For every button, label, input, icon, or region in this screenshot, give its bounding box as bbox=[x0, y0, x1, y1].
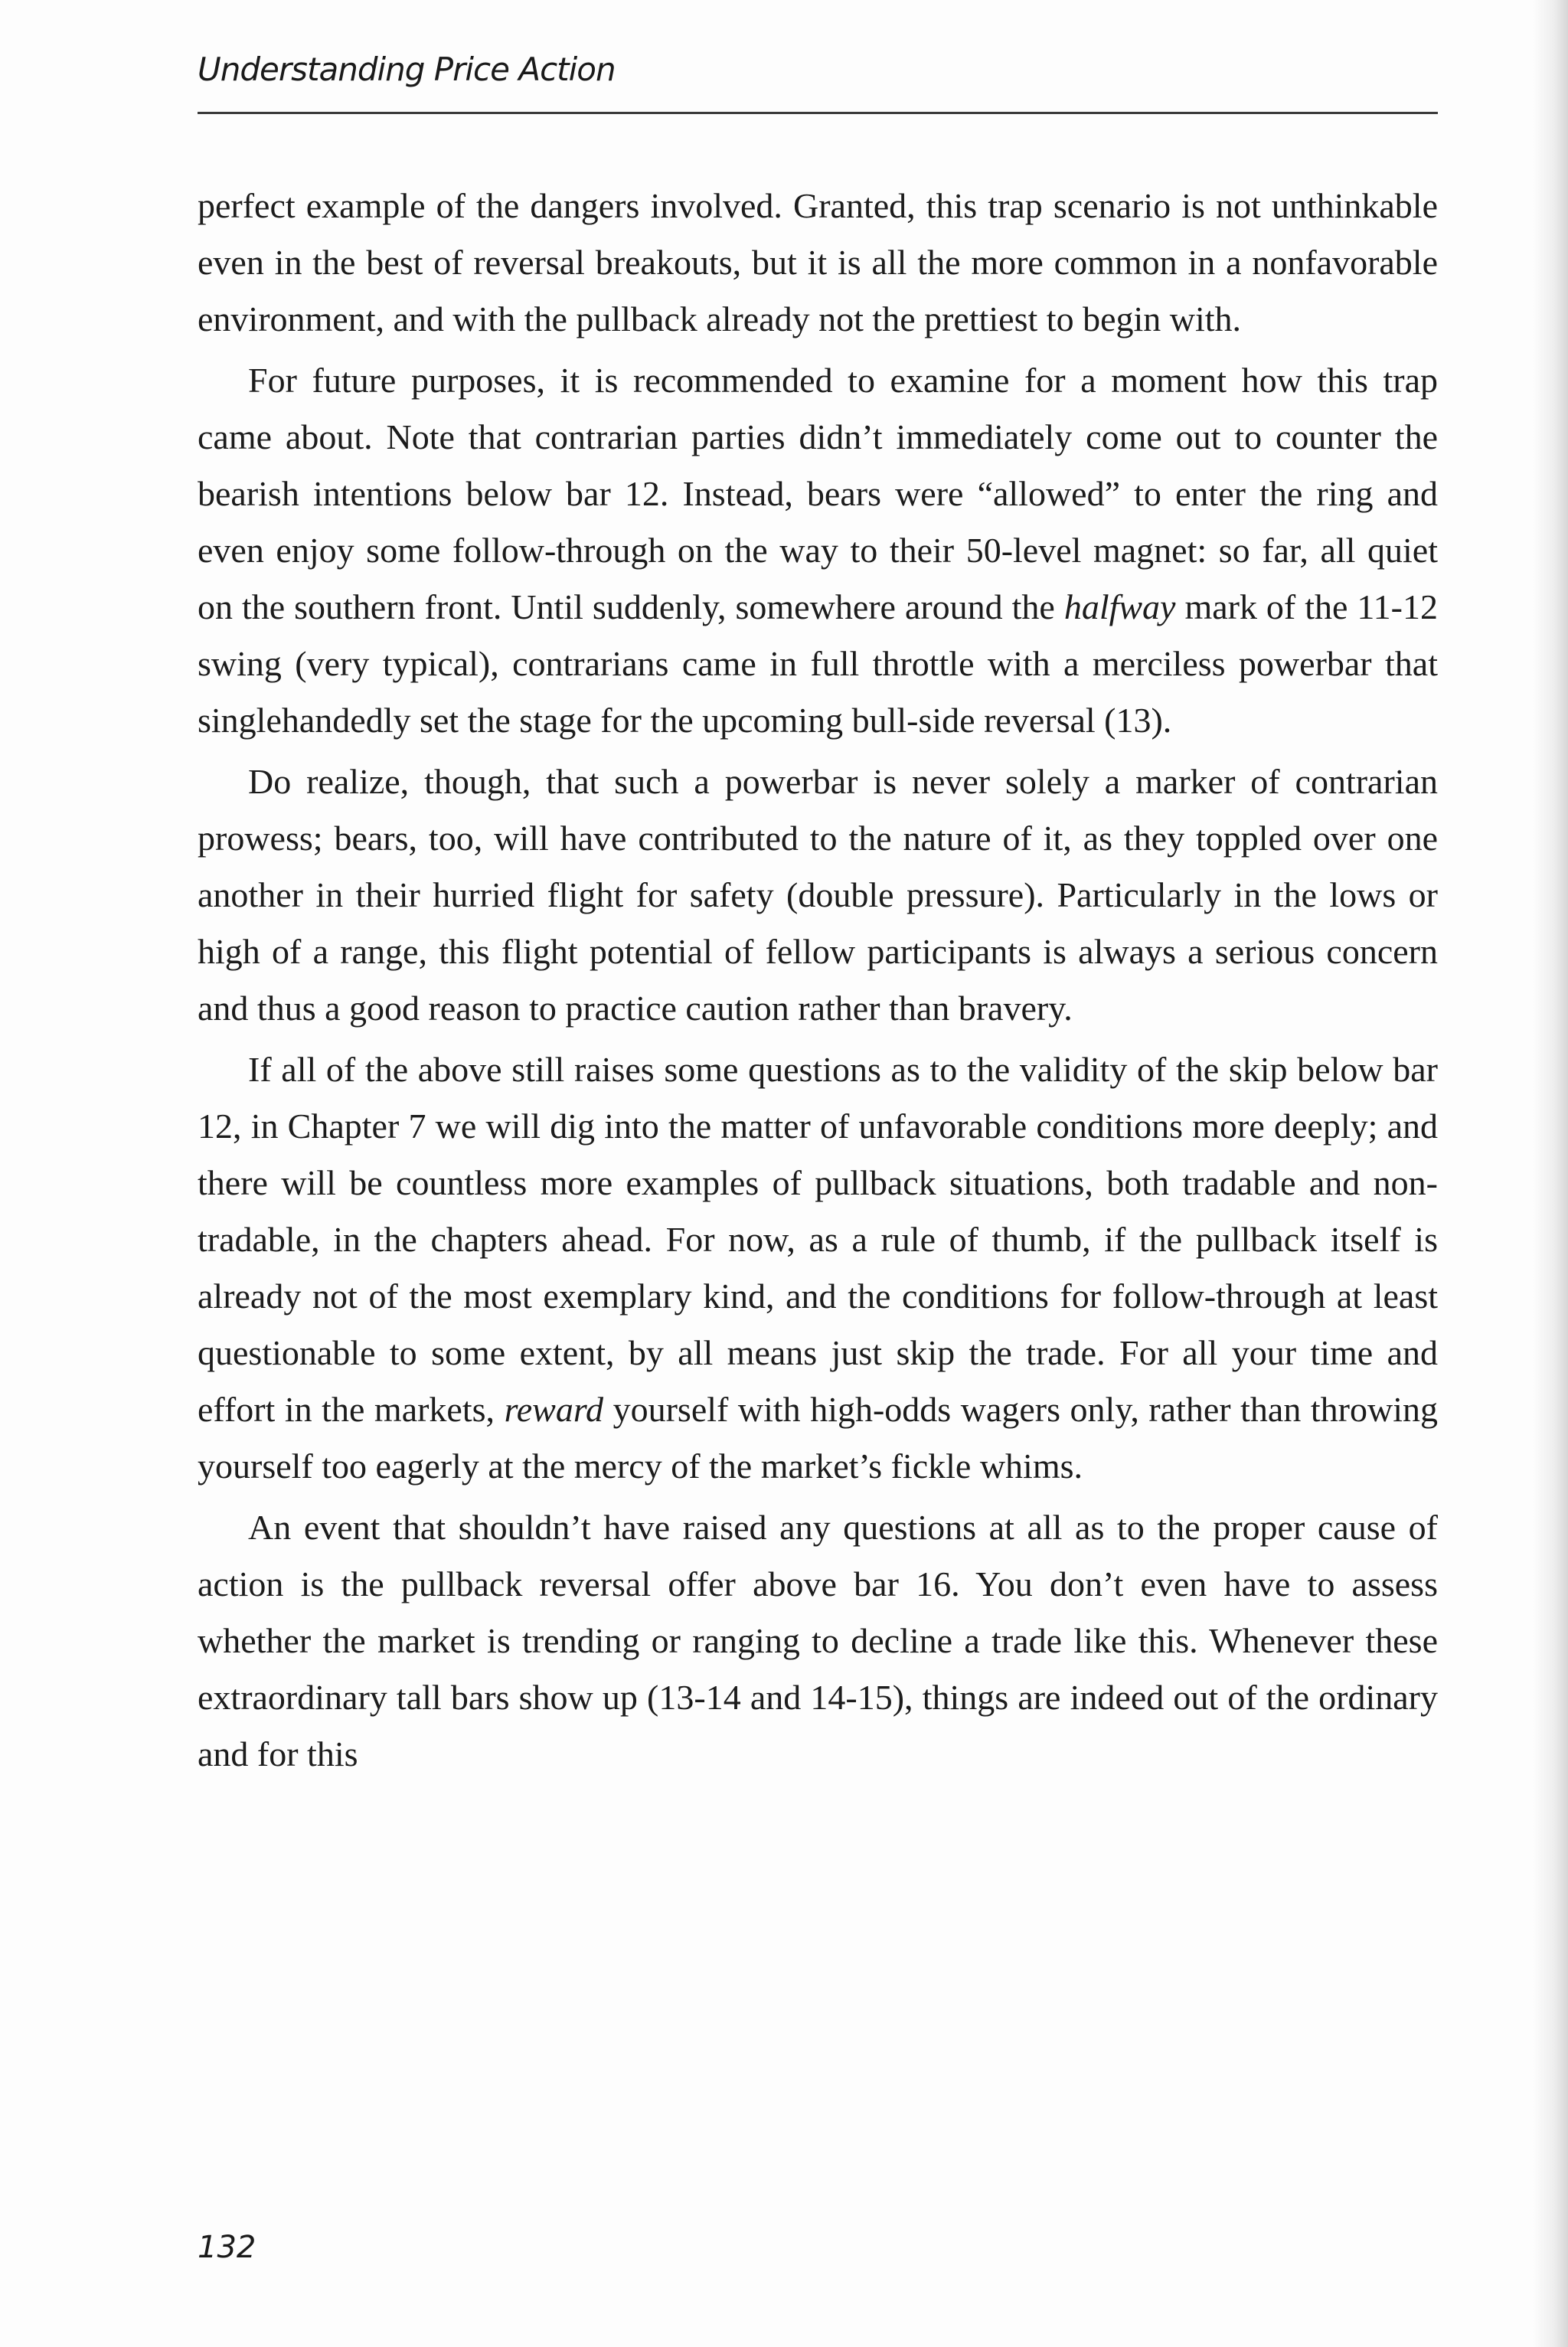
text-run: If all of the above still raises some questions as to the validity of the skip below bar 12, in Chapter 7 we will dig into the matter of unfavorable conditions more deeply; and there will be countless more examples of pullback situations, both tradable and non-tradable, in the chapters ahead. For now, as a rule of thumb, if the pullback itself is already not of the most exemplary kind, and the conditions for follow-through at least questionable to some extent, by all means just skip the trade. For all your time and effort in the markets, bbox=[198, 1050, 1438, 1429]
text-run: Do realize, though, that such a powerbar is never solely a marker of contrarian prowess; bears, too, will have contributed to the nature of it, as they toppled over one another in their hurried flight for safety (double pressure). Particularly in the lows or high of a range, this flight potential of fellow participants is always a serious concern and thus a good reason to practice caution rather than bravery. bbox=[198, 762, 1438, 1028]
text-run: yourself with high-odds wagers only, rather than throwing yourself too eagerly at the mercy of the market’s fickle whims. bbox=[198, 1390, 1438, 1486]
text-run: For future purposes, it is recommended to examine for a moment how this trap came about. Note that contrarian parties didn’t immediately come out to counter the bearish intentions below bar 12. Instead, bears were “allowed” to enter the ring and even enjoy some follow-through on the way to their 50-level magnet: so far, all quiet on the southern front. Until suddenly, somewhere around the bbox=[198, 361, 1438, 626]
body-text bbox=[198, 178, 1438, 1787]
text-run: perfect example of the dangers involved. Granted, this trap scenario is not unthinkable even in the best of reversal breakouts, but it is all the more common in a nonfavorable environment, and with the pullback already not the prettiest to begin with. bbox=[198, 186, 1438, 338]
paragraph bbox=[198, 178, 1438, 348]
paragraph bbox=[198, 1041, 1438, 1495]
italic-text-run: halfway bbox=[1063, 587, 1176, 626]
text-run: An event that shouldn’t have raised any questions at all as to the proper cause of action is the pullback reversal offer above bar 16. You don’t even have to assess whether the market is trending or ranging to decline a trade like this. Whenever these extraordinary tall bars show up (13-14 and 14-15), things are indeed out of the ordinary and for this bbox=[198, 1508, 1438, 1773]
running-head: Understanding Price Action bbox=[198, 51, 616, 88]
page-edge-shadow bbox=[1533, 0, 1568, 2347]
header-rule bbox=[198, 112, 1438, 114]
paragraph bbox=[198, 1499, 1438, 1783]
paragraph bbox=[198, 753, 1438, 1037]
page-number: 132 bbox=[198, 2230, 256, 2265]
italic-text-run: reward bbox=[504, 1390, 604, 1429]
paragraph bbox=[198, 352, 1438, 749]
text-run: mark of the 11-12 swing (very typical), contrarians came in full throttle with a merciless powerbar that singlehandedly set the stage for the upcoming bull-side reversal (13). bbox=[198, 587, 1438, 740]
